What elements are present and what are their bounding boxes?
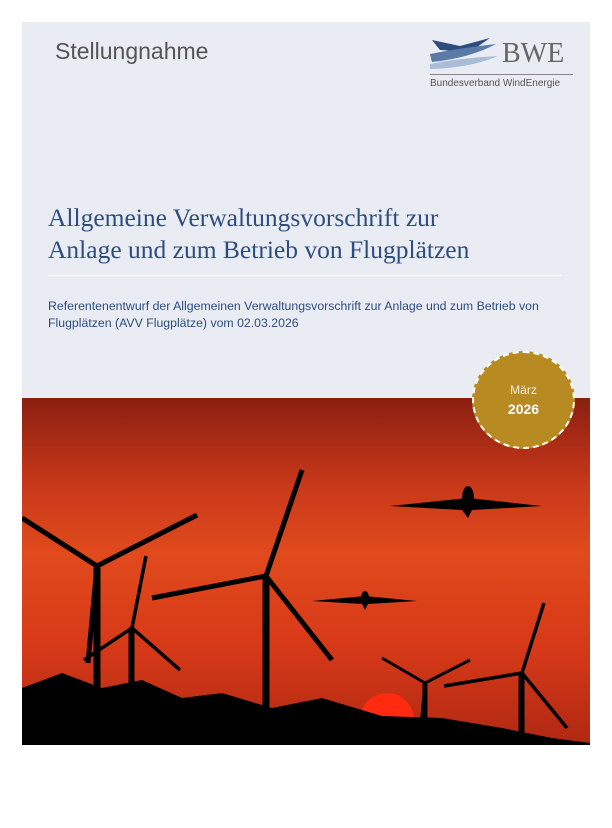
document-subtitle: Referentenentwurf der Allgemeinen Verwaltungsvorschrift zur Anlage und zum Betrieb von Flugplätzen (AVV Flugplätze) vom 02.03.2026	[48, 299, 539, 330]
badge-month: März	[510, 383, 537, 397]
turbines-planes-silhouette	[22, 398, 590, 745]
document-type: Stellungnahme	[55, 38, 209, 64]
document-title	[48, 202, 469, 266]
logo-divider	[430, 74, 573, 75]
badge-year: 2026	[507, 401, 540, 417]
wind-logo-icon	[430, 36, 500, 70]
title-line-2: Anlage und zum Betrieb von Flugplätzen	[48, 235, 470, 264]
logo-subtitle: Bundesverband WindEnergie	[430, 78, 561, 89]
cover-photo-wind-turbines-sunset	[22, 398, 590, 745]
date-badge	[472, 351, 575, 449]
title-line-1: Allgemeine Verwaltungsvorschrift zur	[48, 203, 439, 232]
bwe-logo	[430, 36, 575, 96]
logo-wordmark: BWE	[502, 38, 565, 69]
title-divider	[48, 275, 562, 276]
